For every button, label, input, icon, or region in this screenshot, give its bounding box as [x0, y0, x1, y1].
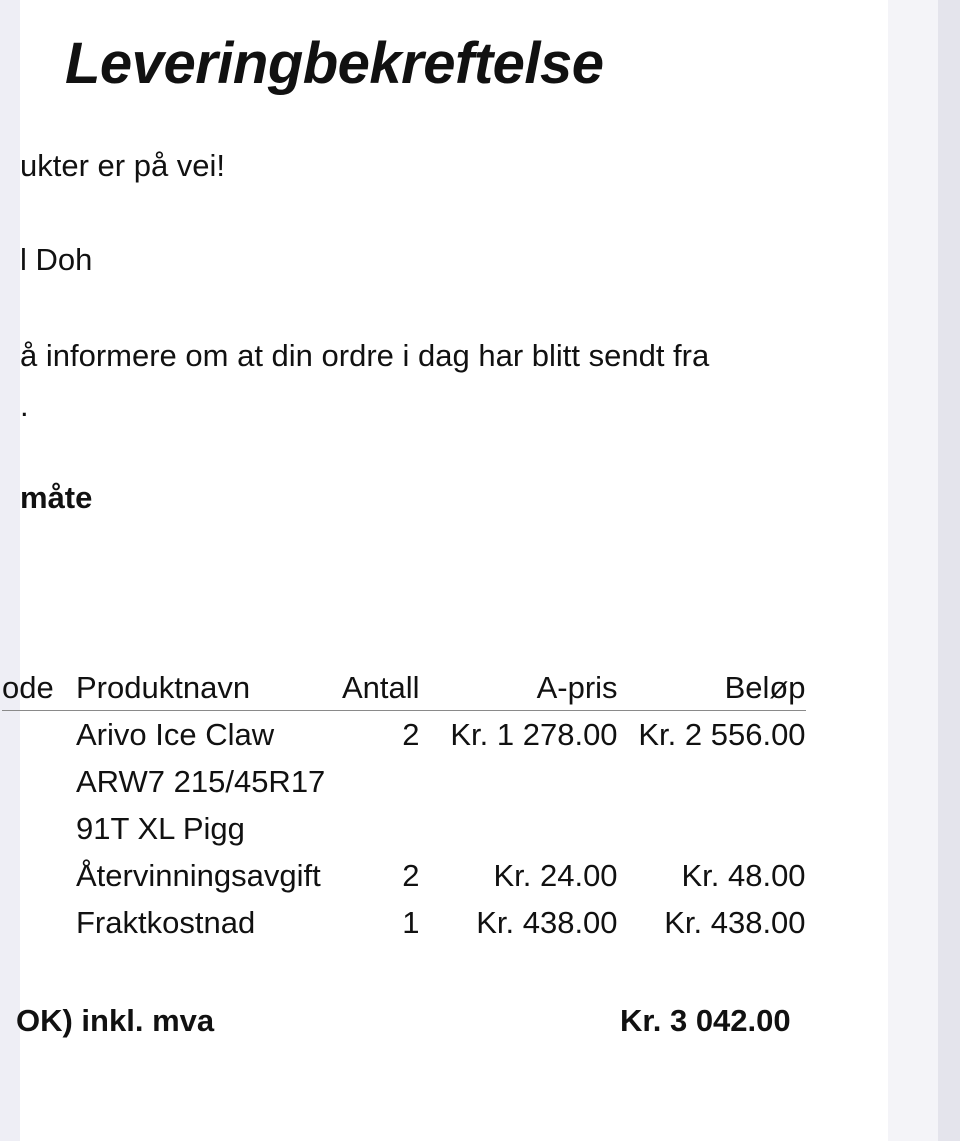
cell-name: 91T XL Pigg — [76, 811, 245, 846]
table-row — [2, 758, 806, 805]
cell-qty — [342, 758, 420, 805]
cell-unit-price — [420, 758, 618, 805]
greeting-line: l Doh — [20, 242, 93, 277]
cell-qty — [342, 805, 420, 852]
email-body — [2, 0, 888, 1141]
cell-name: Arivo Ice Claw — [76, 717, 275, 752]
cell-code — [2, 852, 70, 899]
cell-unit-price: Kr. 1 278.00 — [450, 717, 618, 752]
cell-qty: 2 — [402, 858, 420, 893]
column-header-qty: Antall — [342, 666, 420, 711]
cell-unit-price: Kr. 438.00 — [476, 905, 618, 940]
column-header-amount: Beløp — [618, 666, 806, 711]
cell-unit-price: Kr. 24.00 — [493, 858, 618, 893]
cell-name: Fraktkostnad — [76, 905, 256, 940]
cell-code — [2, 711, 70, 759]
info-line: å informere om at din ordre i dag har blitt sendt fra — [20, 338, 710, 373]
cell-qty: 1 — [402, 905, 420, 940]
table-header-row — [2, 666, 806, 711]
cell-amount: Kr. 48.00 — [681, 858, 806, 893]
cell-qty: 2 — [402, 717, 420, 752]
cell-code — [2, 758, 70, 805]
column-header-code: ode — [2, 666, 70, 711]
table-row — [2, 852, 806, 899]
cell-unit-price — [420, 805, 618, 852]
cell-name: Återvinningsavgift — [76, 858, 321, 893]
table-row — [2, 711, 806, 759]
page-title: Leveringbekreftelse — [65, 31, 604, 96]
cell-amount: Kr. 2 556.00 — [638, 717, 806, 752]
cell-name: ARW7 215/45R17 — [76, 764, 326, 799]
scrollbar-track[interactable] — [938, 0, 960, 1141]
total-value: Kr. 3 042.00 — [620, 1003, 791, 1038]
table-row — [2, 805, 806, 852]
table-row — [2, 899, 806, 946]
cell-amount — [618, 805, 806, 852]
column-header-unit-price: A-pris — [420, 666, 618, 711]
cell-amount — [618, 758, 806, 805]
section-heading: måte — [20, 480, 93, 515]
total-label: OK) inkl. mva — [16, 1003, 215, 1038]
right-margin — [888, 0, 938, 1141]
cell-code — [2, 899, 70, 946]
cell-code — [2, 805, 70, 852]
order-table — [2, 666, 806, 946]
info-line-continued: . — [20, 388, 29, 423]
cell-amount: Kr. 438.00 — [664, 905, 806, 940]
column-header-name: Produktnavn — [70, 666, 342, 711]
intro-line: ukter er på vei! — [20, 148, 226, 183]
